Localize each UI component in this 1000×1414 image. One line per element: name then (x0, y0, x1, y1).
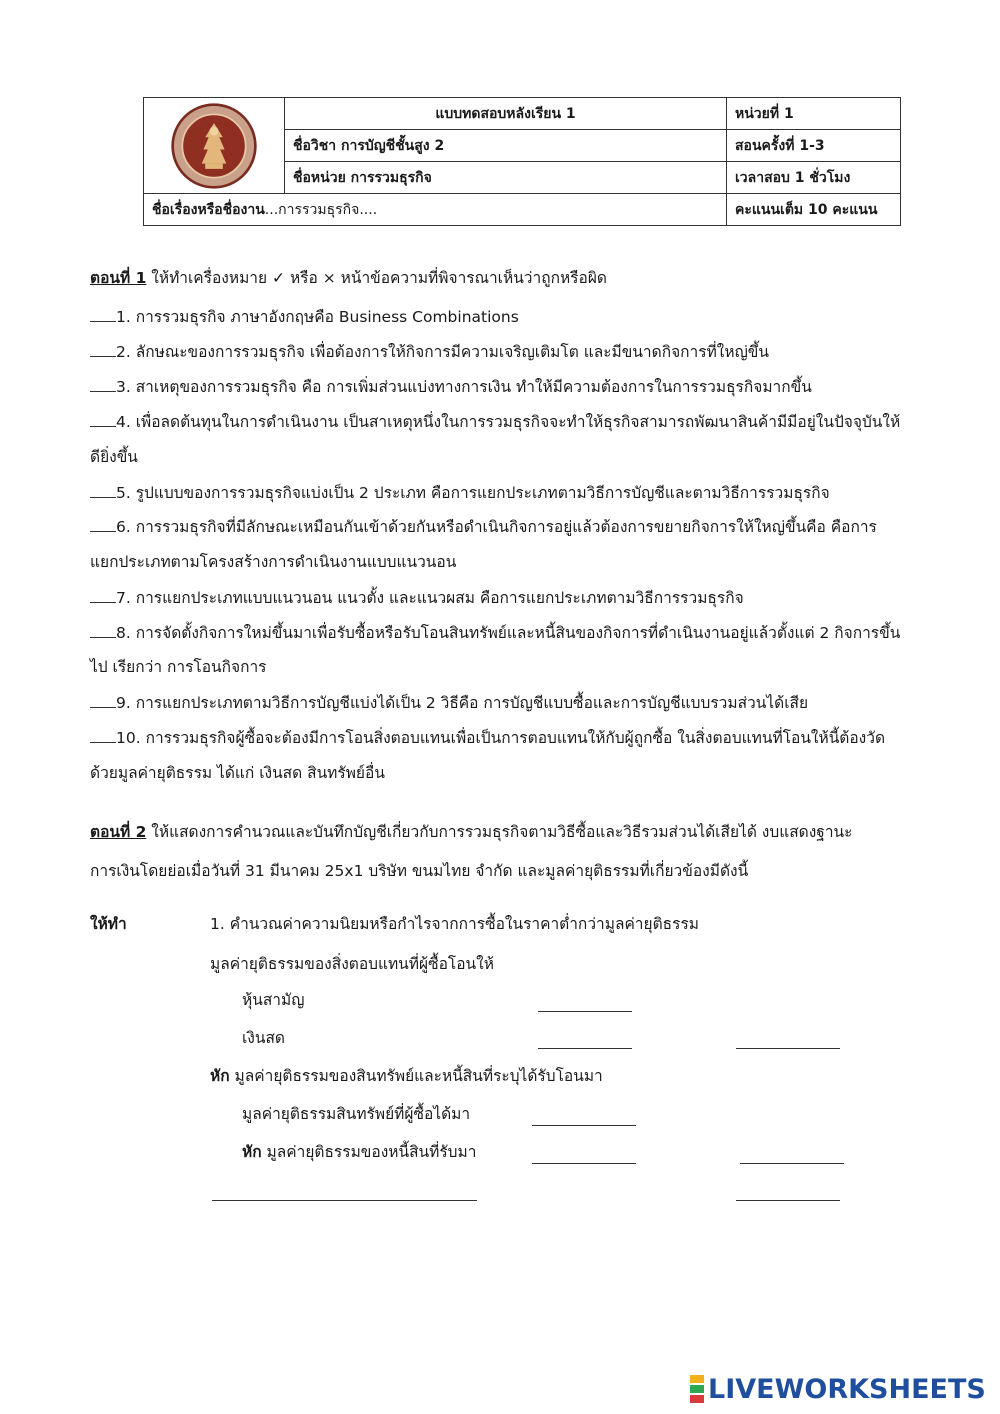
question-5 (90, 482, 830, 504)
part1-instruction: ให้ทำเครื่องหมาย ✓ หรือ × หน้าข้อความที่พิจารณาเห็นว่าถูกหรือผิด (146, 269, 607, 287)
question-text: 9. การแยกประเภทตามวิธีการบัญชีแบ่งได้เป็น 2 วิธีคือ การบัญชีแบบซื้อและการบัญชีแบบรวมส่วนได้เสีย (116, 694, 809, 712)
question-text: 4. เพื่อลดต้นทุนในการดำเนินงาน เป็นสาเหตุหนึ่งในการรวมธุรกิจจะทำให้ธุรกิจสามารถพัฒนาสินค้ามีมีอยู่ในปัจจุบันให้ (116, 413, 901, 431)
less-label-2: หัก (242, 1143, 262, 1161)
liveworksheets-icon (690, 1375, 704, 1403)
result-label-field[interactable] (212, 1200, 477, 1201)
task-1: 1. คำนวณค่าความนิยมหรือกำไรจากการซื้อในราคาต่ำกว่ามูลค่ายุติธรรม (210, 915, 699, 933)
answer-blank-3[interactable] (90, 377, 116, 392)
subject-name: ชื่อวิชา การบัญชีชั้นสูง 2 (285, 130, 727, 162)
question-text: 5. รูปแบบของการรวมธุรกิจแบ่งเป็น 2 ประเภท คือการแยกประเภทตามวิธีการบัญชีและตามวิธีการรวมธุรกิจ (116, 484, 830, 502)
answer-blank-10[interactable] (90, 728, 116, 743)
answer-blank-5[interactable] (90, 483, 116, 498)
cash-amount-field[interactable] (538, 1048, 632, 1049)
answer-blank-8[interactable] (90, 623, 116, 638)
question-text: 1. การรวมธุรกิจ ภาษาอังกฤษคือ Business Combinations (116, 308, 519, 326)
question-2 (90, 341, 769, 363)
answer-blank-6[interactable] (90, 517, 116, 532)
question-8 (90, 622, 900, 644)
fv-liabilities-label: มูลค่ายุติธรรมของหนี้สินที่รับมา (261, 1143, 477, 1161)
question-text: 6. การรวมธุรกิจที่มีลักษณะเหมือนกันเข้าด้วยกันหรือดำเนินกิจการอยู่แล้วต้องการขยายกิจการให้ใหญ่ขึ้นคือ คือการ (116, 518, 877, 536)
fv-assets-amount-field[interactable] (532, 1125, 636, 1126)
fv-assets-label: มูลค่ายุติธรรมสินทรัพย์ที่ผู้ซื้อได้มา (242, 1105, 471, 1123)
fv-liabilities-line (242, 1141, 476, 1163)
test-title: แบบทดสอบหลังเรียน 1 (285, 98, 727, 130)
net-assets-total-field[interactable] (740, 1163, 844, 1164)
answer-blank-7[interactable] (90, 588, 116, 603)
result-amount-field[interactable] (736, 1200, 840, 1201)
part2-title: ตอนที่ 2 (90, 823, 147, 841)
full-score: คะแนนเต็ม 10 คะแนน (727, 194, 901, 226)
question-8-cont: ไป เรียกว่า การโอนกิจการ (90, 658, 267, 676)
part1-heading (90, 267, 607, 289)
part2-line1: ให้แสดงการคำนวณและบันทึกบัญชีเกี่ยวกับการรวมธุรกิจตามวิธีซื้อและวิธีรวมส่วนได้เสียได้ งบแสดงฐานะ (146, 823, 853, 841)
topic-row (144, 194, 727, 226)
todo-label: ให้ทำ (90, 915, 127, 933)
less-line (210, 1065, 603, 1087)
common-stock-label: หุ้นสามัญ (242, 991, 305, 1009)
question-9 (90, 692, 808, 714)
question-6-cont: แยกประเภทตามโครงสร้างการดำเนินงานแบบแนวนอน (90, 553, 457, 571)
lesson-number: สอนครั้งที่ 1-3 (727, 130, 901, 162)
logo-cell (144, 98, 285, 194)
question-1 (90, 306, 519, 328)
question-text: 10. การรวมธุรกิจผู้ซื้อจะต้องมีการโอนสิ่งตอบแทนเพื่อเป็นการตอบแทนให้กับผู้ถูกซื้อ ในสิ่งตอบแทนที่โอนให้นี้ต้องวัด (116, 729, 886, 747)
unit-number: หน่วยที่ 1 (727, 98, 901, 130)
question-4 (90, 411, 900, 433)
answer-blank-1[interactable] (90, 307, 116, 322)
consideration-total-field[interactable] (736, 1048, 840, 1049)
institution-seal-icon (170, 102, 258, 190)
part1-title: ตอนที่ 1 (90, 269, 147, 287)
question-text: 8. การจัดตั้งกิจการใหม่ขึ้นมาเพื่อรับซื้อหรือรับโอนสินทรัพย์และหนี้สินของกิจการที่ดำเนินงานอยู่แล้วตั้งแต่ 2 กิจการขึ้น (116, 624, 901, 642)
question-3 (90, 376, 812, 398)
topic-value: ...การรวมธุรกิจ.... (264, 201, 378, 218)
answer-blank-2[interactable] (90, 342, 116, 357)
less-label: หัก (210, 1067, 230, 1085)
fv-liabilities-amount-field[interactable] (532, 1163, 636, 1164)
fv-consideration-label: มูลค่ายุติธรรมของสิ่งตอบแทนที่ผู้ซื้อโอนให้ (210, 955, 494, 973)
less-text: มูลค่ายุติธรรมของสินทรัพย์และหนี้สินที่ระบุได้รับโอนมา (229, 1067, 603, 1085)
common-stock-amount-field[interactable] (538, 1011, 632, 1012)
question-text: 7. การแยกประเภทแบบแนวนอน แนวตั้ง และแนวผสม คือการแยกประเภทตามวิธีการรวมธุรกิจ (116, 589, 744, 607)
part2-heading (90, 821, 852, 843)
exam-time: เวลาสอบ 1 ชั่วโมง (727, 162, 901, 194)
header-table (143, 97, 901, 226)
brand-name: LIVEWORKSHEETS (708, 1373, 986, 1405)
question-6 (90, 516, 877, 538)
question-7 (90, 587, 744, 609)
question-text: 2. ลักษณะของการรวมธุรกิจ เพื่อต้องการให้กิจการมีความเจริญเติมโต และมีขนาดกิจการที่ใหญ่ขึ้น (116, 343, 769, 361)
unit-name: ชื่อหน่วย การรวมธุรกิจ (285, 162, 727, 194)
liveworksheets-logo (690, 1374, 986, 1404)
question-4-cont: ดียิ่งขึ้น (90, 448, 138, 466)
topic-label: ชื่อเรื่องหรือชื่องาน (152, 201, 265, 218)
part2-line2: การเงินโดยย่อเมื่อวันที่ 31 มีนาคม 25x1 บริษัท ขนมไทย จำกัด และมูลค่ายุติธรรมที่เกี่ยวข้องมีดังนี้ (90, 862, 749, 880)
question-10 (90, 727, 885, 749)
question-text: 3. สาเหตุของการรวมธุรกิจ คือ การเพิ่มส่วนแบ่งทางการเงิน ทำให้มีความต้องการในการรวมธุรกิจมากขึ้น (116, 378, 812, 396)
cash-label: เงินสด (242, 1029, 285, 1047)
answer-blank-9[interactable] (90, 693, 116, 708)
question-10-cont: ด้วยมูลค่ายุติธรรม ได้แก่ เงินสด สินทรัพย์อื่น (90, 764, 385, 782)
answer-blank-4[interactable] (90, 412, 116, 427)
